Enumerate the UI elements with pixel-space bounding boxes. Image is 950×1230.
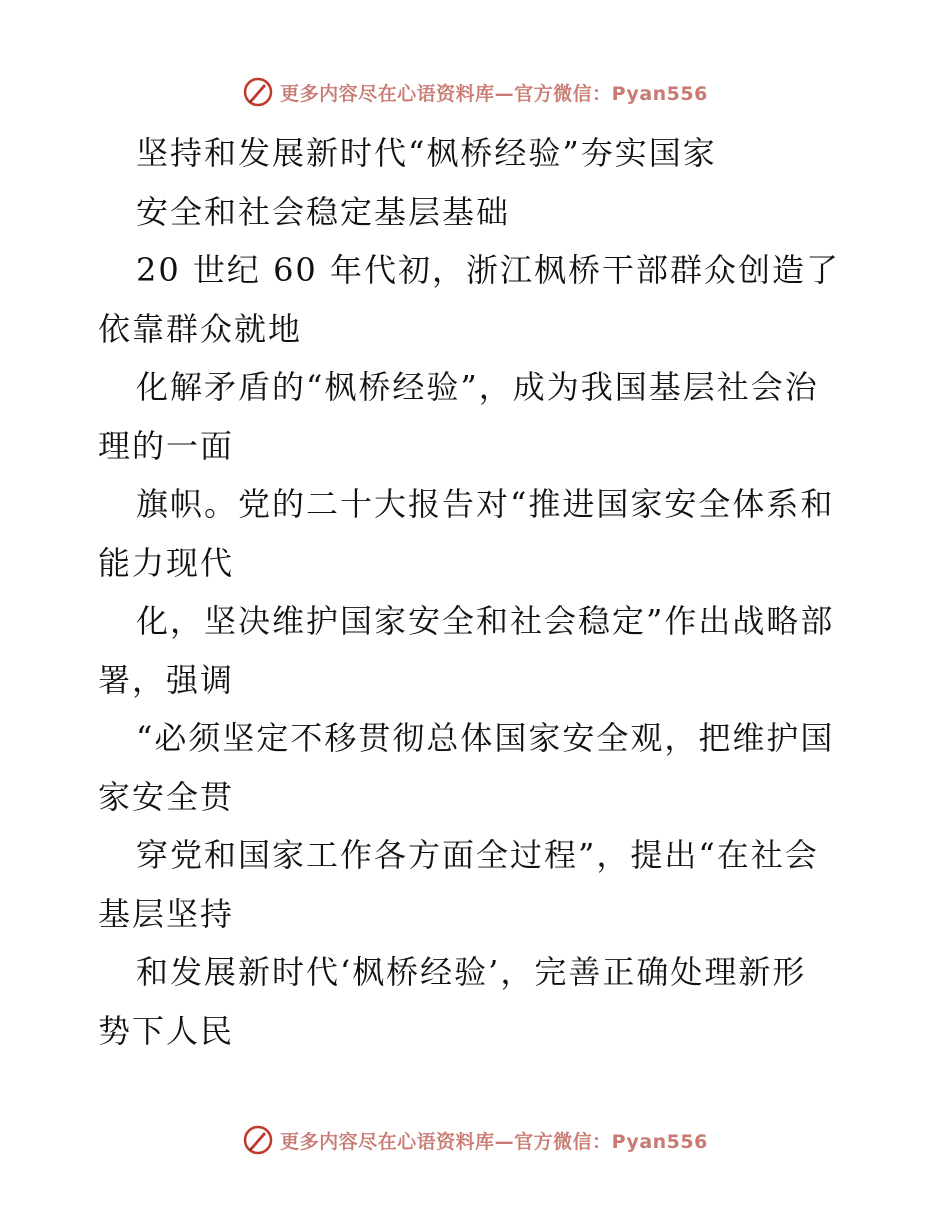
text-line: 20 世纪 60 年代初，浙江枫桥干部群众创造了 xyxy=(136,251,840,289)
text-line: 能力现代 xyxy=(98,543,235,582)
text-line: 化解矛盾的“枫桥经验”，成为我国基层社会治 xyxy=(136,368,819,406)
text-line: 家安全贯 xyxy=(98,777,235,816)
watermark-text: 更多内容尽在心语资料库—官方微信：Pyan556 xyxy=(280,82,708,105)
text-line: 旗帜。党的二十大报告对“推进国家安全体系和 xyxy=(136,485,835,523)
quill-logo-icon xyxy=(242,1124,274,1156)
text-line: 坚持和发展新时代“枫桥经验”夯实国家 xyxy=(136,134,717,172)
text-line: 和发展新时代‘枫桥经验’，完善正确处理新形 xyxy=(136,953,807,991)
text-line: “必须坚定不移贯彻总体国家安全观，把维护国 xyxy=(136,719,835,757)
watermark-text: 更多内容尽在心语资料库—官方微信：Pyan556 xyxy=(280,1130,708,1153)
text-line: 依靠群众就地 xyxy=(98,309,303,348)
text-line: 势下人民 xyxy=(98,1011,235,1050)
text-line: 基层坚持 xyxy=(98,894,235,933)
text-line: 化，坚决维护国家安全和社会稳定”作出战略部 xyxy=(136,602,835,640)
footer-watermark xyxy=(0,1120,950,1160)
document-body xyxy=(98,124,858,1060)
text-line: 穿党和国家工作各方面全过程”，提出“在社会 xyxy=(136,836,819,874)
text-line: 署，强调 xyxy=(98,660,235,699)
text-line: 理的一面 xyxy=(98,426,235,465)
text-line: 安全和社会稳定基层基础 xyxy=(136,192,511,231)
quill-logo-icon xyxy=(242,76,274,108)
header-watermark xyxy=(0,72,950,112)
